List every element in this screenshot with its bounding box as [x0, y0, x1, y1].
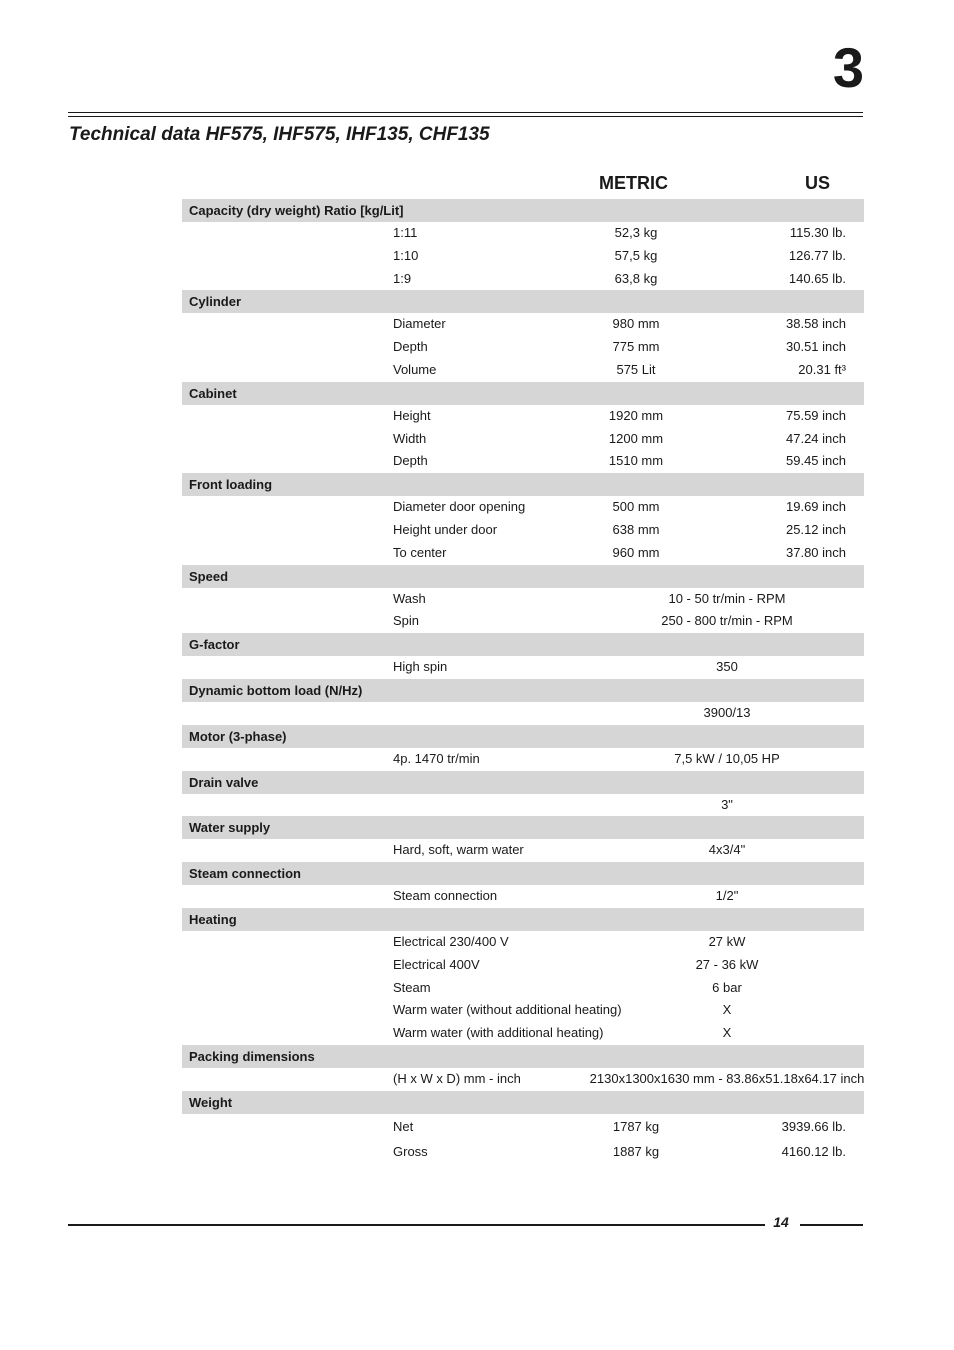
row-label: Warm water (with additional heating)	[393, 1025, 604, 1041]
row-value: 6 bar	[712, 979, 742, 995]
column-header-us: US	[805, 173, 831, 193]
row-us-value: 3939.66 lb.	[781, 1118, 846, 1134]
row-us-value: 19.69 inch	[786, 499, 846, 515]
table-row	[182, 954, 864, 977]
row-value: 350	[716, 659, 738, 675]
row-value: 27 kW	[708, 933, 746, 949]
row-us-value: 75.59 inch	[786, 407, 846, 423]
row-label: Hard, soft, warm water	[393, 842, 524, 858]
table-row	[182, 885, 864, 908]
section-header: Drain valve	[182, 771, 864, 794]
header-rule-thin	[68, 116, 863, 117]
section-header: Front loading	[182, 473, 864, 496]
section-header: Speed	[182, 565, 864, 588]
row-us-value: 115.30 lb.	[789, 225, 846, 240]
section-header: Motor (3-phase)	[182, 725, 864, 748]
row-label: Electrical 230/400 V	[393, 933, 509, 949]
table-row	[182, 931, 864, 954]
row-value: 3"	[721, 796, 733, 812]
row-value: X	[722, 1025, 732, 1041]
page-title: Technical data HF575, IHF575, IHF135, CHF135	[69, 124, 490, 145]
table-row	[182, 405, 864, 428]
row-metric-value: 960 mm	[612, 544, 660, 560]
row-label: Width	[393, 430, 427, 446]
table-row	[182, 588, 864, 611]
row-label: 4p. 1470 tr/min	[393, 750, 480, 766]
row-value: 27 - 36 kW	[695, 956, 759, 972]
table-row	[182, 1022, 864, 1045]
section-header: Heating	[182, 908, 864, 931]
row-label: Depth	[393, 339, 428, 355]
row-value: 10 - 50 tr/min - RPM	[668, 590, 786, 606]
row-us-value: 4160.12 lb.	[781, 1143, 846, 1159]
row-metric-value: 575 Lit	[616, 361, 656, 377]
row-label: 1:9	[393, 270, 412, 286]
table-row	[182, 839, 864, 862]
row-label: 1:10	[393, 247, 419, 263]
section-header: Cabinet	[182, 382, 864, 405]
row-us-value: 37.80 inch	[786, 544, 846, 560]
row-metric-value: 57,5 kg	[614, 247, 658, 263]
row-value: X	[722, 1002, 732, 1018]
row-label: Steam connection	[393, 888, 498, 904]
row-value: 1/2"	[715, 888, 739, 904]
row-us-value: 25.12 inch	[786, 521, 846, 537]
table-row	[182, 1114, 864, 1139]
row-value: 2130x1300x1630 mm - 83.86x51.18x64.17 inch	[589, 1070, 865, 1086]
table-row	[182, 1068, 864, 1091]
row-value: 250 - 800 tr/min - RPM	[661, 613, 793, 629]
row-us-value: 59.45 inch	[786, 453, 846, 469]
row-label: Warm water (without additional heating)	[393, 1002, 622, 1018]
row-label: Wash	[393, 590, 426, 606]
row-us-value: 20.31 ft³	[798, 361, 846, 377]
table-row	[182, 336, 864, 359]
row-metric-value: 52,3 kg	[614, 225, 658, 240]
section-header: Capacity (dry weight) Ratio [kg/Lit]	[182, 199, 864, 222]
table-row	[182, 656, 864, 679]
row-label: (H x W x D) mm - inch	[393, 1070, 521, 1086]
row-label: Diameter	[393, 316, 446, 332]
table-row	[182, 794, 864, 817]
row-us-value: 38.58 inch	[786, 316, 846, 332]
table-row	[182, 313, 864, 336]
column-header-metric: METRIC	[599, 173, 668, 193]
row-us-value: 47.24 inch	[786, 430, 846, 446]
page-number: 14	[773, 1214, 789, 1230]
header-rule	[68, 112, 863, 113]
row-metric-value: 1787 kg	[612, 1118, 660, 1134]
table-row	[182, 428, 864, 451]
technical-data-table	[182, 199, 864, 1164]
table-row	[182, 748, 864, 771]
table-row	[182, 519, 864, 542]
row-metric-value: 63,8 kg	[614, 270, 658, 286]
row-metric-value: 500 mm	[612, 499, 660, 515]
row-label: Height	[393, 407, 431, 423]
row-value: 7,5 kW / 10,05 HP	[674, 750, 780, 766]
section-header: Steam connection	[182, 862, 864, 885]
row-us-value: 30.51 inch	[786, 339, 846, 355]
row-label: Net	[393, 1118, 414, 1134]
footer-rule-right	[800, 1224, 863, 1226]
table-row	[182, 1139, 864, 1164]
table-row	[182, 977, 864, 1000]
row-label: 1:11	[393, 225, 418, 240]
row-us-value: 126.77 lb.	[788, 247, 846, 263]
row-label: Electrical 400V	[393, 956, 480, 972]
table-row	[182, 222, 864, 245]
table-row	[182, 245, 864, 268]
table-row	[182, 268, 864, 291]
row-metric-value: 1920 mm	[608, 407, 664, 423]
row-us-value: 140.65 lb.	[788, 270, 846, 286]
section-header: Cylinder	[182, 290, 864, 313]
row-label: Depth	[393, 453, 428, 469]
section-header: Packing dimensions	[182, 1045, 864, 1068]
row-label: High spin	[393, 659, 448, 675]
chapter-number: 3	[832, 36, 864, 99]
table-row	[182, 999, 864, 1022]
row-label: To center	[393, 544, 447, 560]
section-header: G-factor	[182, 633, 864, 656]
table-row	[182, 702, 864, 725]
row-metric-value: 1510 mm	[608, 453, 664, 469]
row-label: Gross	[393, 1143, 428, 1159]
row-label: Diameter door opening	[393, 499, 526, 515]
table-row	[182, 450, 864, 473]
row-metric-value: 638 mm	[612, 521, 660, 537]
row-value: 4x3/4"	[708, 842, 746, 858]
table-row	[182, 359, 864, 382]
table-row	[182, 610, 864, 633]
section-header: Dynamic bottom load (N/Hz)	[182, 679, 864, 702]
row-label: Spin	[393, 613, 420, 629]
row-metric-value: 980 mm	[612, 316, 660, 332]
footer-rule	[68, 1224, 765, 1226]
row-label: Volume	[393, 361, 437, 377]
table-row	[182, 496, 864, 519]
row-label: Height under door	[393, 521, 498, 537]
row-value: 3900/13	[703, 704, 751, 720]
table-row	[182, 542, 864, 565]
section-header: Weight	[182, 1091, 864, 1114]
row-metric-value: 1887 kg	[612, 1143, 660, 1159]
row-metric-value: 1200 mm	[608, 430, 664, 446]
row-label: Steam	[393, 979, 431, 995]
row-metric-value: 775 mm	[612, 339, 660, 355]
section-header: Water supply	[182, 816, 864, 839]
